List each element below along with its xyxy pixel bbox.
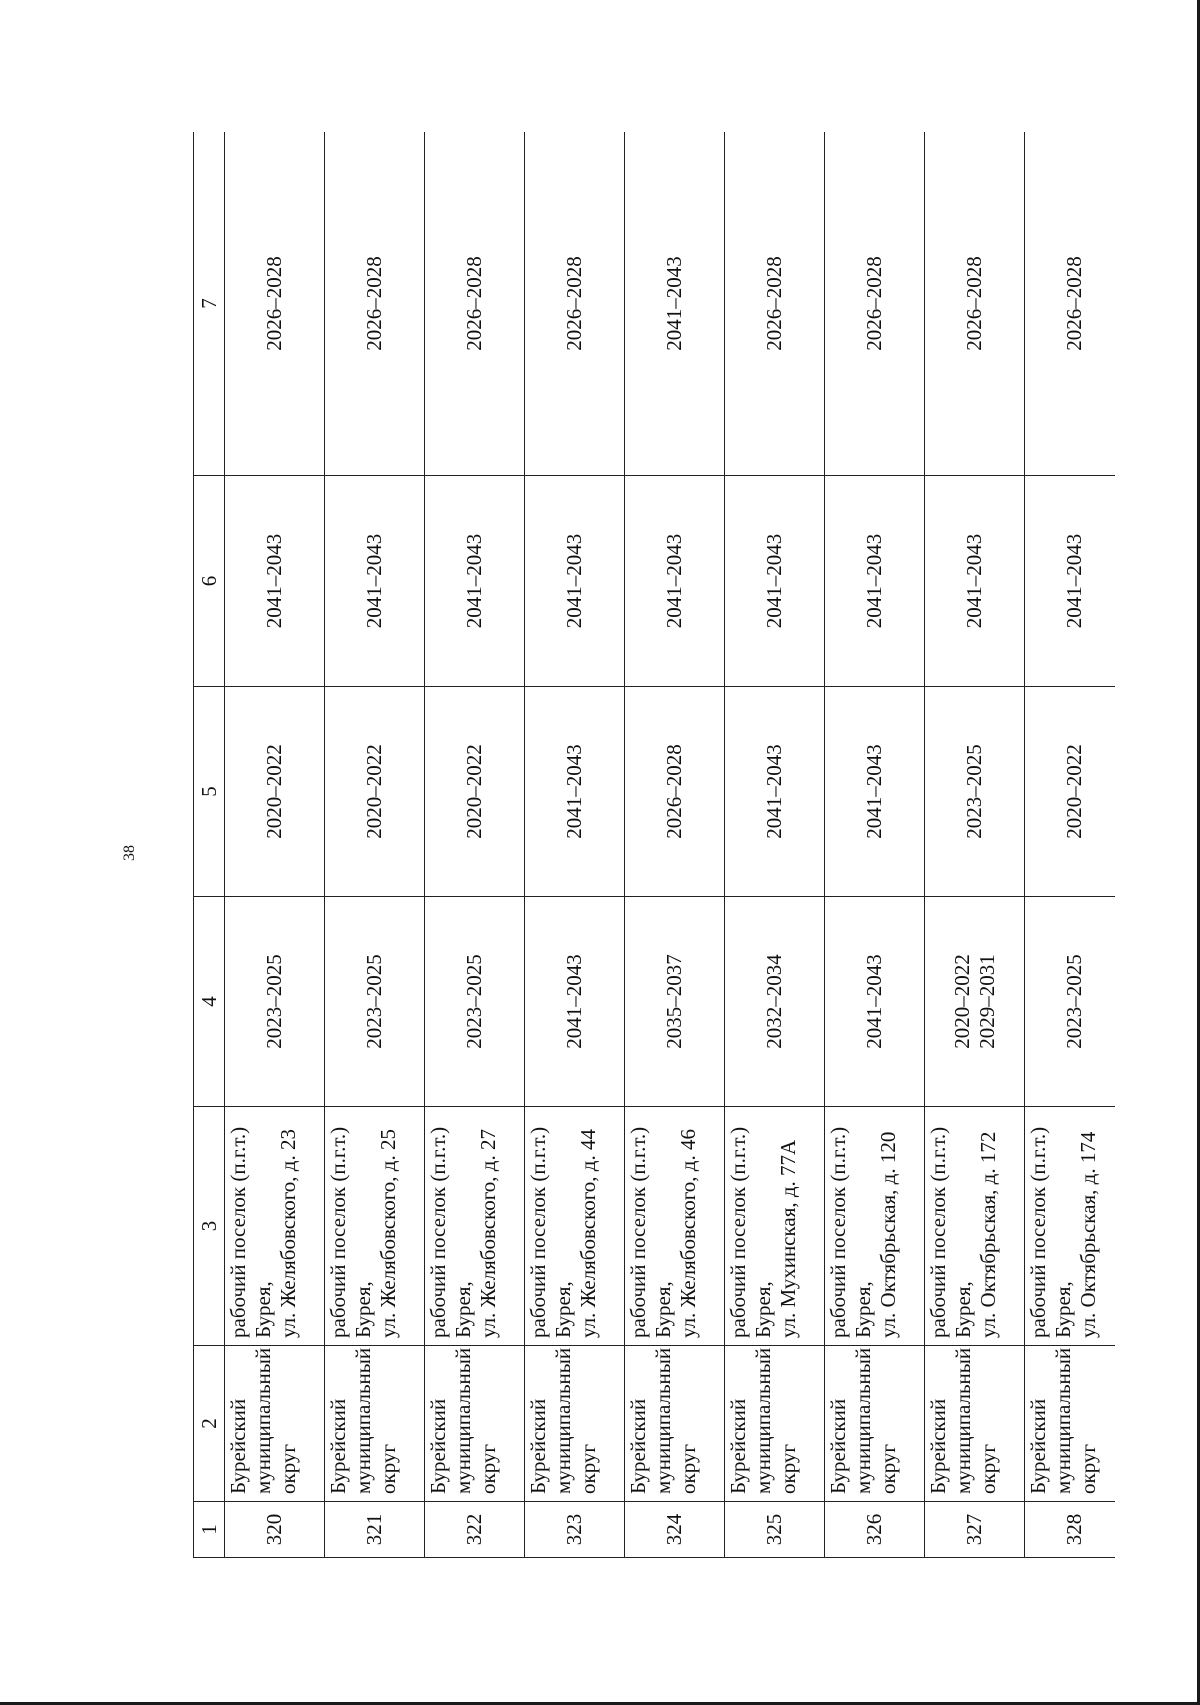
district-line: округ bbox=[476, 1443, 500, 1494]
period-col4-line: 2032–2034 bbox=[762, 954, 786, 1049]
table-row bbox=[725, 132, 825, 1558]
address-line: ул. Желябовского, д. 27 bbox=[476, 1129, 500, 1338]
address-line: Бурея, bbox=[851, 1281, 875, 1338]
period-col6-cell: 2041–2043 bbox=[225, 476, 325, 687]
period-col4-line: 2020–2022 bbox=[949, 954, 974, 1049]
header-col-3: 3 bbox=[194, 1107, 225, 1346]
address-line: Бурея, bbox=[751, 1281, 775, 1338]
header-col-4: 4 bbox=[194, 897, 225, 1107]
district-cell bbox=[325, 1346, 425, 1502]
period-col4-line: 2023–2025 bbox=[362, 954, 386, 1049]
address-cell bbox=[625, 1107, 725, 1346]
district-line: Бурейский bbox=[1026, 1398, 1050, 1494]
district-cell bbox=[525, 1346, 625, 1502]
district-line: округ bbox=[776, 1443, 800, 1494]
address-line: ул. Желябовского, д. 44 bbox=[576, 1129, 600, 1338]
period-col4-cell bbox=[225, 897, 325, 1107]
table-row bbox=[1025, 132, 1116, 1558]
header-col-5: 5 bbox=[194, 687, 225, 897]
row-number-cell: 320 bbox=[225, 1502, 325, 1558]
period-col4-cell bbox=[725, 897, 825, 1107]
address-line: рабочий поселок (п.г.т.) bbox=[826, 1126, 850, 1338]
period-col4-cell bbox=[825, 897, 925, 1107]
period-col6-cell: 2041–2043 bbox=[625, 476, 725, 687]
address-line: ул. Желябовского, д. 23 bbox=[276, 1129, 300, 1338]
address-cell bbox=[425, 1107, 525, 1346]
address-line: Бурея, bbox=[651, 1281, 675, 1338]
district-line: округ bbox=[676, 1443, 700, 1494]
district-line: округ bbox=[576, 1443, 600, 1494]
district-line: округ bbox=[376, 1443, 400, 1494]
period-col7-cell: 2026–2028 bbox=[725, 132, 825, 476]
address-line: рабочий поселок (п.г.т.) bbox=[226, 1126, 250, 1338]
period-col4-line: 2023–2025 bbox=[462, 954, 486, 1049]
period-col4-line: 2041–2043 bbox=[862, 954, 886, 1049]
district-line: Бурейский bbox=[526, 1398, 550, 1494]
row-number-cell: 325 bbox=[725, 1502, 825, 1558]
address-line: ул. Желябовского, д. 25 bbox=[376, 1129, 400, 1338]
address-line: рабочий поселок (п.г.т.) bbox=[426, 1126, 450, 1338]
address-line: ул. Октябрьская, д. 172 bbox=[976, 1131, 1000, 1338]
period-col4-cell bbox=[525, 897, 625, 1107]
period-col7-cell: 2026–2028 bbox=[1025, 132, 1116, 476]
table-row bbox=[625, 132, 725, 1558]
row-number-cell: 328 bbox=[1025, 1502, 1116, 1558]
period-col5-cell: 2020–2022 bbox=[225, 687, 325, 897]
row-number-cell: 324 bbox=[625, 1502, 725, 1558]
header-col-6: 6 bbox=[194, 476, 225, 687]
address-line: рабочий поселок (п.г.т.) bbox=[326, 1126, 350, 1338]
address-line: Бурея, bbox=[351, 1281, 375, 1338]
table-region bbox=[193, 132, 1115, 1558]
period-col5-cell: 2041–2043 bbox=[525, 687, 625, 897]
table-row bbox=[825, 132, 925, 1558]
period-col6-cell: 2041–2043 bbox=[925, 476, 1025, 687]
period-col6-cell: 2041–2043 bbox=[725, 476, 825, 687]
district-line: муниципальный bbox=[451, 1347, 475, 1494]
district-line: муниципальный bbox=[251, 1347, 275, 1494]
district-line: муниципальный bbox=[951, 1347, 975, 1494]
table-row bbox=[225, 132, 325, 1558]
address-line: Бурея, bbox=[551, 1281, 575, 1338]
table-row bbox=[325, 132, 425, 1558]
period-col6-cell: 2041–2043 bbox=[525, 476, 625, 687]
period-col5-cell: 2026–2028 bbox=[625, 687, 725, 897]
district-line: муниципальный bbox=[351, 1347, 375, 1494]
address-cell bbox=[925, 1107, 1025, 1346]
period-col4-line: 2035–2037 bbox=[662, 954, 686, 1049]
header-col-2: 2 bbox=[194, 1346, 225, 1502]
row-number-cell: 326 bbox=[825, 1502, 925, 1558]
period-col4-cell bbox=[425, 897, 525, 1107]
period-col4-line: 2041–2043 bbox=[562, 954, 586, 1049]
table-row bbox=[425, 132, 525, 1558]
page-number: 38 bbox=[121, 845, 138, 861]
address-cell bbox=[325, 1107, 425, 1346]
row-number-cell: 321 bbox=[325, 1502, 425, 1558]
address-line: Бурея, bbox=[251, 1281, 275, 1338]
period-col6-cell: 2041–2043 bbox=[825, 476, 925, 687]
header-row bbox=[194, 132, 225, 1558]
address-line: ул. Октябрьская, д. 174 bbox=[1076, 1131, 1100, 1338]
period-col7-cell: 2026–2028 bbox=[825, 132, 925, 476]
period-col5-cell: 2020–2022 bbox=[425, 687, 525, 897]
district-line: Бурейский bbox=[826, 1398, 850, 1494]
row-number-cell: 322 bbox=[425, 1502, 525, 1558]
address-cell bbox=[225, 1107, 325, 1346]
district-cell bbox=[625, 1346, 725, 1502]
district-line: округ bbox=[876, 1443, 900, 1494]
district-line: округ bbox=[1076, 1443, 1100, 1494]
district-line: муниципальный bbox=[1051, 1347, 1075, 1494]
address-cell bbox=[825, 1107, 925, 1346]
period-col4-cell bbox=[1025, 897, 1116, 1107]
district-cell bbox=[925, 1346, 1025, 1502]
period-col7-cell: 2041–2043 bbox=[625, 132, 725, 476]
district-line: Бурейский bbox=[326, 1398, 350, 1494]
address-line: рабочий поселок (п.г.т.) bbox=[526, 1126, 550, 1338]
district-line: муниципальный bbox=[851, 1347, 875, 1494]
table-body bbox=[225, 132, 1116, 1558]
period-col6-cell: 2041–2043 bbox=[1025, 476, 1116, 687]
period-col7-cell: 2026–2028 bbox=[425, 132, 525, 476]
district-line: Бурейский bbox=[626, 1398, 650, 1494]
address-line: ул. Желябовского, д. 46 bbox=[676, 1129, 700, 1338]
address-cell bbox=[525, 1107, 625, 1346]
period-col4-cell bbox=[325, 897, 425, 1107]
row-number-cell: 327 bbox=[925, 1502, 1025, 1558]
district-line: округ bbox=[976, 1443, 1000, 1494]
address-line: рабочий поселок (п.г.т.) bbox=[926, 1126, 950, 1338]
period-col6-cell: 2041–2043 bbox=[325, 476, 425, 687]
district-line: Бурейский bbox=[426, 1398, 450, 1494]
header-col-7: 7 bbox=[194, 132, 225, 476]
table-row bbox=[925, 132, 1025, 1558]
district-line: муниципальный bbox=[551, 1347, 575, 1494]
district-cell bbox=[225, 1346, 325, 1502]
district-cell bbox=[825, 1346, 925, 1502]
header-col-1: 1 bbox=[194, 1502, 225, 1558]
period-col5-cell: 2023–2025 bbox=[925, 687, 1025, 897]
period-col6-cell: 2041–2043 bbox=[425, 476, 525, 687]
address-cell bbox=[1025, 1107, 1116, 1346]
table-row bbox=[525, 132, 625, 1558]
district-line: муниципальный bbox=[751, 1347, 775, 1494]
district-line: Бурейский bbox=[726, 1398, 750, 1494]
row-number-cell: 323 bbox=[525, 1502, 625, 1558]
period-col4-line: 2023–2025 bbox=[262, 954, 286, 1049]
period-col7-cell: 2026–2028 bbox=[925, 132, 1025, 476]
address-line: Бурея, bbox=[951, 1281, 975, 1338]
period-col5-cell: 2020–2022 bbox=[1025, 687, 1116, 897]
district-cell bbox=[425, 1346, 525, 1502]
address-line: рабочий поселок (п.г.т.) bbox=[626, 1126, 650, 1338]
rotated-table-container bbox=[193, 132, 1115, 1558]
address-line: Бурея, bbox=[451, 1281, 475, 1338]
district-cell bbox=[725, 1346, 825, 1502]
period-col7-cell: 2026–2028 bbox=[525, 132, 625, 476]
address-line: рабочий поселок (п.г.т.) bbox=[726, 1126, 750, 1338]
district-line: Бурейский bbox=[226, 1398, 250, 1494]
schedule-table bbox=[193, 132, 1115, 1558]
period-col4-line: 2029–2031 bbox=[974, 954, 999, 1049]
address-line: ул. Мухинская, д. 77А bbox=[776, 1139, 800, 1338]
address-line: ул. Октябрьская, д. 120 bbox=[876, 1131, 900, 1338]
district-line: Бурейский bbox=[926, 1398, 950, 1494]
period-col5-cell: 2041–2043 bbox=[825, 687, 925, 897]
period-col5-cell: 2020–2022 bbox=[325, 687, 425, 897]
address-line: рабочий поселок (п.г.т.) bbox=[1026, 1126, 1050, 1338]
district-line: муниципальный bbox=[651, 1347, 675, 1494]
period-col4-line: 2023–2025 bbox=[1062, 954, 1086, 1049]
address-line: Бурея, bbox=[1051, 1281, 1075, 1338]
period-col7-cell: 2026–2028 bbox=[325, 132, 425, 476]
period-col4-cell bbox=[925, 897, 1025, 1107]
district-cell bbox=[1025, 1346, 1116, 1502]
district-line: округ bbox=[276, 1443, 300, 1494]
period-col7-cell: 2026–2028 bbox=[225, 132, 325, 476]
address-cell bbox=[725, 1107, 825, 1346]
period-col4-cell bbox=[625, 897, 725, 1107]
period-col5-cell: 2041–2043 bbox=[725, 687, 825, 897]
